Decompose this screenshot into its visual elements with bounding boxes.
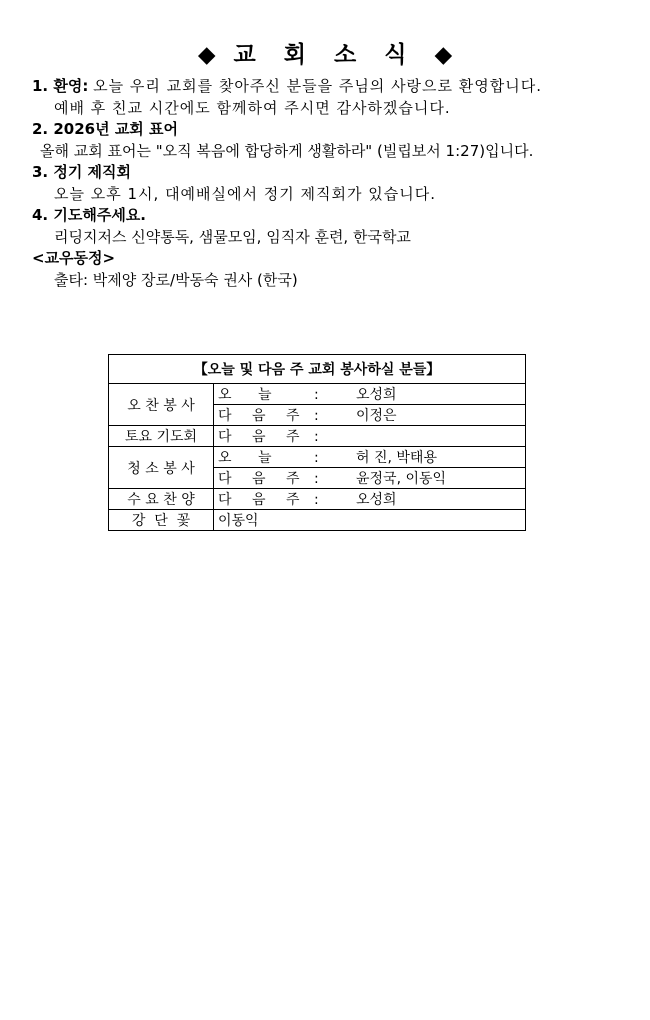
item1-text2: 예배 후 친교 시간에도 함께하여 주시면 감사하겠습니다. (54, 98, 451, 117)
assignment-cell (214, 489, 526, 510)
title-text: 교 회 소 식 (233, 42, 417, 68)
assignment-cell (214, 447, 526, 468)
role-cell: 강 단 꽃 (109, 510, 214, 531)
item2-heading: 2. 2026년 교회 표어 (32, 120, 179, 138)
item1-text: 오늘 우리 교회를 찾아주신 분들을 주님의 사랑으로 환영합니다. (93, 77, 543, 95)
colon: : (314, 471, 319, 487)
role-cell: 오 찬 봉 사 (109, 384, 214, 426)
colon: : (314, 429, 319, 445)
volunteer-name: 이정은 (356, 408, 397, 424)
item3-heading: 3. 정기 제직회 (32, 163, 132, 181)
item1-line (32, 76, 632, 98)
assignment-cell (214, 426, 526, 447)
duty-table-header: 【오늘 및 다음 주 교회 봉사하실 분들】 (109, 355, 526, 384)
when-label: 다 음 주 (218, 429, 308, 445)
table-row (109, 489, 526, 510)
volunteer-name: 이동익 (218, 513, 259, 529)
colon: : (314, 408, 319, 424)
volunteer-name: 오성희 (356, 387, 397, 403)
item2-text: 올해 교회 표어는 "오직 복음에 합당하게 생활하라" (빌립보서 1:27)입니다. (40, 141, 534, 160)
volunteer-name: 오성희 (356, 492, 397, 508)
table-row (109, 426, 526, 447)
diamond-icon: ◆ (434, 42, 453, 68)
when-label: 다 음 주 (218, 471, 308, 487)
fellowship-text: 출타: 박제양 장로/박동숙 권사 (한국) (54, 270, 298, 289)
assignment-cell (214, 384, 526, 405)
when-label: 다 음 주 (218, 492, 308, 508)
colon: : (314, 387, 319, 403)
colon: : (314, 450, 319, 466)
assignment-cell (214, 510, 526, 531)
table-row (109, 510, 526, 531)
news-list (32, 76, 632, 291)
role-cell: 수 요 찬 양 (109, 489, 214, 510)
assignment-cell (214, 405, 526, 426)
when-label: 오 늘 (218, 387, 283, 403)
table-row (109, 384, 526, 405)
diamond-icon: ◆ (197, 42, 216, 68)
when-label: 다 음 주 (218, 408, 308, 424)
colon: : (314, 492, 319, 508)
item1-label: 1. 환영: (32, 77, 89, 95)
page-title (0, 36, 650, 69)
item3-text: 오늘 오후 1시, 대예배실에서 정기 제직회가 있습니다. (54, 184, 436, 203)
item4-heading: 4. 기도해주세요. (32, 206, 146, 224)
role-cell: 청 소 봉 사 (109, 447, 214, 489)
fellowship-heading: <교우동정> (32, 249, 116, 267)
table-row (109, 447, 526, 468)
volunteer-name: 윤정국, 이동익 (356, 471, 447, 487)
volunteer-name: 허 진, 박태용 (356, 450, 437, 466)
duty-table (108, 354, 526, 531)
item4-text: 리딩지저스 신약통독, 샘물모임, 임직자 훈련, 한국학교 (54, 227, 411, 246)
when-label: 오 늘 (218, 450, 283, 466)
assignment-cell (214, 468, 526, 489)
role-cell: 토요 기도회 (109, 426, 214, 447)
